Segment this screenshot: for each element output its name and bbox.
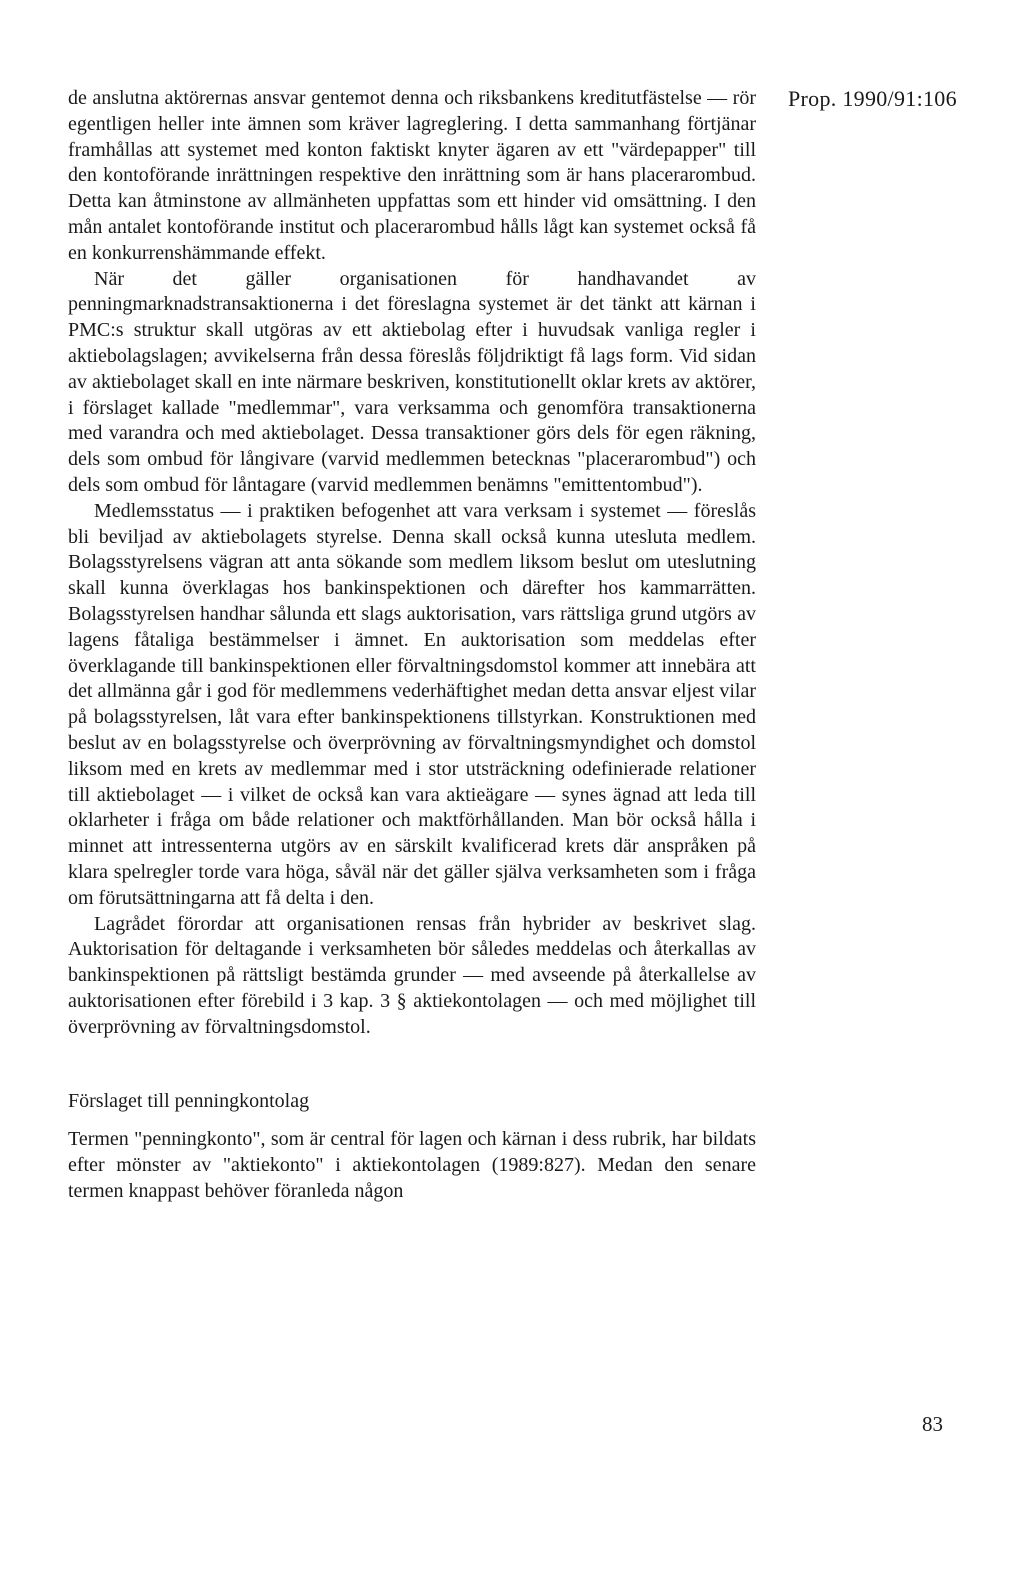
- paragraph-3: Medlemsstatus — i praktiken befogenhet att vara verksam i systemet — föreslås bli beviljad av aktiebolagets styrelse. Denna skall också kunna utesluta medlem. Bolagsstyrelsens vägran att anta sökande som medlem liksom beslut om uteslutning skall kunna överklagas hos bankinspektionen och därefter hos kammarrätten. Bolagsstyrelsen handhar sålunda ett slags auktorisation, vars rättsliga grund utgörs av lagens fåtaliga bestämmelser i ämnet. En auktorisation som meddelas efter överklagande till bankinspektionen eller förvaltningsdomstol kommer att innebära att det allmänna går i god för medlemmens vederhäftighet medan detta ansvar eljest vilar på bolagsstyrelsen, låt vara efter bankinspektionens tillstyrkan. Konstruktionen med beslut av en bolagsstyrelse och överprövning av förvaltningsmyndighet och domstol liksom med en krets av medlemmar med i stor utsträckning odefinierade relationer till aktiebolaget — i vilket de också kan vara aktieägare — synes ägnad att leda till oklarheter i fråga om både relationer och maktförhållanden. Man bör också hålla i minnet att intressenterna utgörs av en särskilt kvalificerad krets där anspråken på klara spelregler torde vara höga, såväl när det gäller själva verksamheten som i fråga om förutsättningarna att få delta i den.: [68, 499, 756, 909]
- paragraph-4: Lagrådet förordar att organisationen rensas från hybrider av beskrivet slag. Auktorisation för deltagande i verksamheten bör således meddelas och återkallas av bankinspektionen på rättsligt bestämda grunder — med avseende på återkallelse av auktorisationen efter förebild i 3 kap. 3 § aktiekontolagen — och med möjlighet till överprövning av förvaltningsdomstol.: [68, 912, 756, 1038]
- paragraph-2: När det gäller organisationen för handhavandet av penningmarknadstransaktionerna i det föreslagna systemet är det tänkt att kärnan i PMC:s struktur skall utgöras av ett aktiebolag efter i huvudsak vanliga regler i aktiebolagslagen; avvikelserna från dessa föreslås följdriktigt få lags form. Vid sidan av aktiebolaget skall en inte närmare beskriven, konstitutionellt oklar krets av aktörer, i förslaget kallade "medlemmar", vara verksamma och genomföra transaktionerna med varandra och med aktiebolaget. Dessa transaktioner görs dels för egen räkning, dels som ombud för långivare (varvid medlemmen betecknas "placerarombud") och dels som ombud för låntagare (varvid medlemmen benämns "emittentombud").: [68, 267, 756, 496]
- paragraph-1: de anslutna aktörernas ansvar gentemot denna och riksbankens kreditutfästelse — rör egentligen heller inte ämnen som kräver lagreglering. I detta sammanhang förtjänar framhållas att systemet med konton faktiskt knyter ägaren av ett "värdepapper" till den kontoförande inrättningen respektive den inrättning som är hans placerarombud. Detta kan åtminstone av allmänheten uppfattas som ett hinder vid omsättning. I den mån antalet kontoförande institut och placerarombud hålls lågt kan systemet också få en konkurrenshämmande effekt.: [68, 87, 756, 264]
- document-body: [68, 86, 756, 1205]
- section-heading: Förslaget till penningkontolag: [68, 1090, 310, 1113]
- proposition-reference: Prop. 1990/91:106: [788, 86, 957, 111]
- page-number: 83: [922, 1412, 943, 1436]
- section-paragraph: Termen "penningkonto", som är central för lagen och kärnan i dess rubrik, har bildats efter mönster av "aktiekonto" i aktiekontolagen (1989:827). Medan den senare termen knappast behöver föranleda någon: [68, 1128, 756, 1202]
